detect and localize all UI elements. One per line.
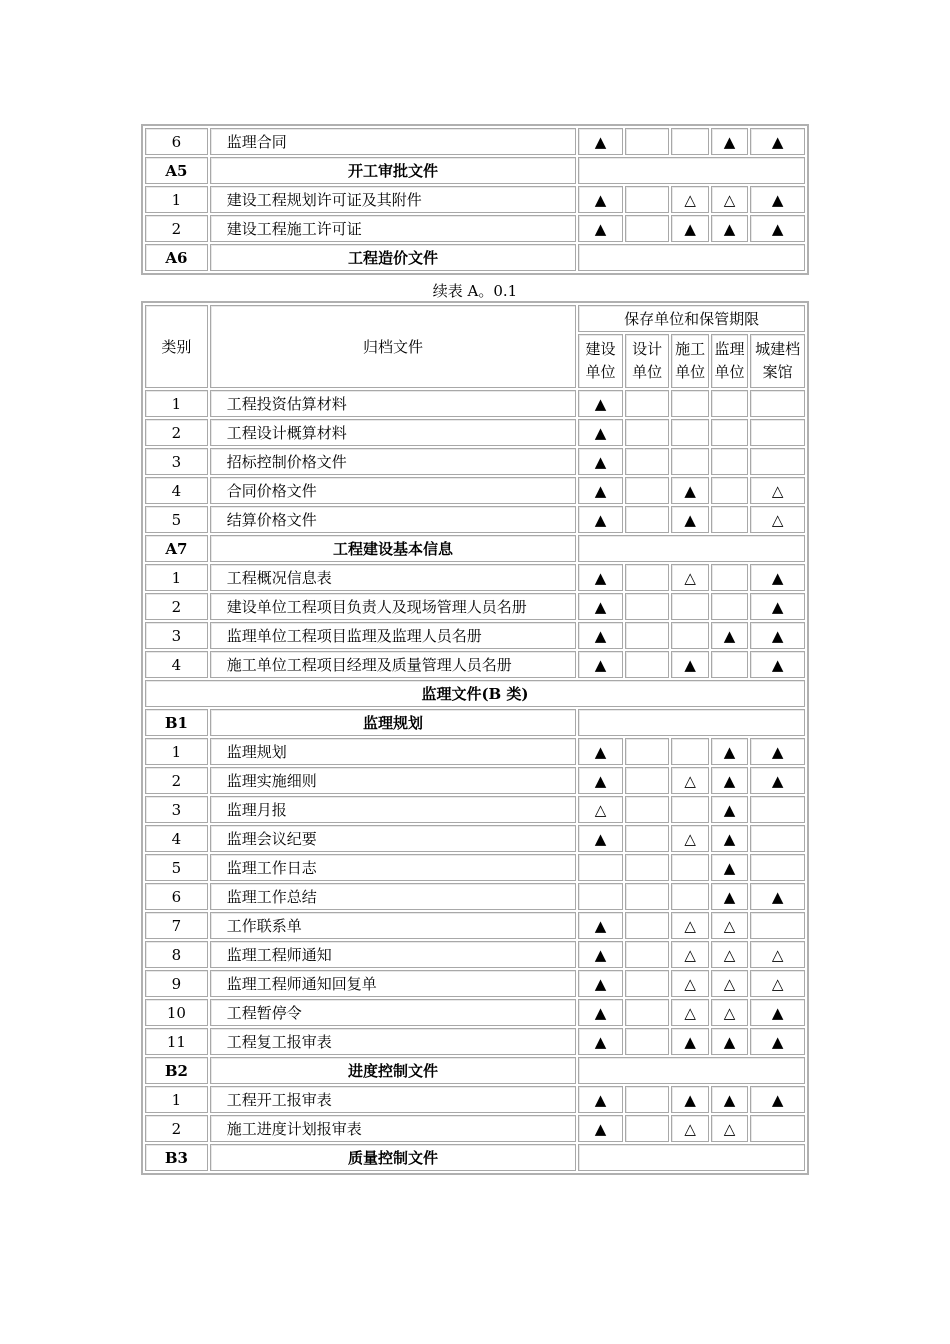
row-number: 1: [145, 1086, 208, 1113]
storage-mark: ▲: [711, 1028, 748, 1055]
storage-mark: △: [671, 186, 708, 213]
row-number: 11: [145, 1028, 208, 1055]
storage-mark: [625, 1086, 670, 1113]
storage-mark: ▲: [578, 999, 623, 1026]
section-title: 质量控制文件: [210, 1144, 577, 1171]
storage-mark: ▲: [711, 796, 748, 823]
storage-mark: [625, 767, 670, 794]
storage-mark: [625, 738, 670, 765]
storage-mark: ▲: [671, 477, 708, 504]
archive-table-top: [141, 124, 809, 275]
storage-mark: ▲: [578, 767, 623, 794]
file-name: 监理工作总结: [210, 883, 577, 910]
storage-mark: [671, 622, 708, 649]
storage-mark: [750, 419, 805, 446]
row-number: 1: [145, 738, 208, 765]
section-row: [145, 1144, 805, 1171]
storage-mark: △: [711, 999, 748, 1026]
section-empty-cell: [578, 535, 805, 562]
storage-mark: [625, 593, 670, 620]
storage-mark: [625, 564, 670, 591]
storage-mark: △: [711, 912, 748, 939]
file-name: 监理工作日志: [210, 854, 577, 881]
row-number: 6: [145, 128, 208, 155]
file-name: 监理规划: [210, 738, 577, 765]
table-row: [145, 1028, 805, 1055]
storage-mark: [711, 477, 748, 504]
table-row: [145, 419, 805, 446]
table-row: [145, 622, 805, 649]
storage-mark: ▲: [750, 215, 805, 242]
storage-mark: [625, 999, 670, 1026]
storage-mark: [671, 128, 708, 155]
storage-mark: ▲: [578, 128, 623, 155]
storage-mark: ▲: [578, 1115, 623, 1142]
storage-mark: [711, 419, 748, 446]
file-name: 监理月报: [210, 796, 577, 823]
section-row: [145, 535, 805, 562]
row-number: 2: [145, 419, 208, 446]
storage-mark: ▲: [578, 477, 623, 504]
table-row: [145, 825, 805, 852]
storage-mark: [625, 186, 670, 213]
header-unit-supervision: 监理单位: [711, 334, 748, 388]
storage-mark: [671, 738, 708, 765]
table-row: [145, 883, 805, 910]
section-title: 工程造价文件: [210, 244, 577, 271]
table-row: [145, 593, 805, 620]
storage-mark: ▲: [750, 651, 805, 678]
table-row: [145, 767, 805, 794]
storage-mark: ▲: [671, 1086, 708, 1113]
storage-mark: △: [671, 1115, 708, 1142]
header-row: [145, 305, 805, 332]
storage-mark: △: [750, 506, 805, 533]
row-number: 1: [145, 186, 208, 213]
storage-mark: [671, 593, 708, 620]
storage-mark: ▲: [711, 738, 748, 765]
table-row: [145, 999, 805, 1026]
storage-mark: ▲: [578, 390, 623, 417]
storage-mark: [625, 128, 670, 155]
file-name: 招标控制价格文件: [210, 448, 577, 475]
header-storage-group: 保存单位和保管期限: [578, 305, 805, 332]
table-row: [145, 448, 805, 475]
row-number: 5: [145, 854, 208, 881]
file-name: 建设工程规划许可证及其附件: [210, 186, 577, 213]
archive-table-main: [141, 301, 809, 1175]
storage-mark: △: [671, 941, 708, 968]
table-row: [145, 912, 805, 939]
storage-mark: [750, 390, 805, 417]
file-name: 施工单位工程项目经理及质量管理人员名册: [210, 651, 577, 678]
section-empty-cell: [578, 1057, 805, 1084]
section-row: [145, 244, 805, 271]
storage-mark: ▲: [578, 912, 623, 939]
row-number: 3: [145, 448, 208, 475]
table-row: [145, 941, 805, 968]
storage-mark: △: [671, 564, 708, 591]
section-empty-cell: [578, 1144, 805, 1171]
storage-mark: ▲: [750, 1028, 805, 1055]
storage-mark: [671, 390, 708, 417]
storage-mark: ▲: [578, 419, 623, 446]
file-name: 工程暂停令: [210, 999, 577, 1026]
table-row: [145, 390, 805, 417]
storage-mark: ▲: [578, 825, 623, 852]
section-empty-cell: [578, 157, 805, 184]
storage-mark: [625, 477, 670, 504]
storage-mark: [750, 912, 805, 939]
storage-mark: [625, 506, 670, 533]
storage-mark: [671, 854, 708, 881]
row-number: 8: [145, 941, 208, 968]
file-name: 工程概况信息表: [210, 564, 577, 591]
storage-mark: [711, 593, 748, 620]
storage-mark: ▲: [711, 1086, 748, 1113]
storage-mark: ▲: [711, 128, 748, 155]
table-row: [145, 215, 805, 242]
storage-mark: ▲: [578, 506, 623, 533]
file-name: 合同价格文件: [210, 477, 577, 504]
section-code: B2: [145, 1057, 208, 1084]
table-row: [145, 186, 805, 213]
storage-mark: ▲: [750, 564, 805, 591]
storage-mark: ▲: [750, 186, 805, 213]
storage-mark: [625, 912, 670, 939]
storage-mark: [750, 1115, 805, 1142]
storage-mark: ▲: [578, 622, 623, 649]
storage-mark: [625, 825, 670, 852]
storage-mark: ▲: [578, 738, 623, 765]
header-unit-contractor: 施工单位: [671, 334, 708, 388]
file-name: 工程投资估算材料: [210, 390, 577, 417]
storage-mark: △: [671, 970, 708, 997]
storage-mark: ▲: [711, 825, 748, 852]
table-row: [145, 854, 805, 881]
row-number: 4: [145, 825, 208, 852]
file-name: 工程开工报审表: [210, 1086, 577, 1113]
table-caption: 续表 A。0.1: [432, 282, 518, 300]
storage-mark: [625, 419, 670, 446]
row-number: 3: [145, 796, 208, 823]
table-row: [145, 738, 805, 765]
storage-mark: [625, 941, 670, 968]
file-name: 工程复工报审表: [210, 1028, 577, 1055]
table-row: [145, 651, 805, 678]
row-number: 5: [145, 506, 208, 533]
file-name: 建设单位工程项目负责人及现场管理人员名册: [210, 593, 577, 620]
row-number: 9: [145, 970, 208, 997]
row-number: 4: [145, 651, 208, 678]
storage-mark: △: [711, 970, 748, 997]
storage-mark: △: [711, 941, 748, 968]
file-name: 监理工程师通知: [210, 941, 577, 968]
storage-mark: ▲: [750, 622, 805, 649]
storage-mark: [625, 883, 670, 910]
storage-mark: [750, 448, 805, 475]
file-name: 监理会议纪要: [210, 825, 577, 852]
file-name: 工程设计概算材料: [210, 419, 577, 446]
table-row: [145, 564, 805, 591]
file-name: 监理工程师通知回复单: [210, 970, 577, 997]
storage-mark: ▲: [671, 1028, 708, 1055]
table-row: [145, 970, 805, 997]
storage-mark: ▲: [711, 767, 748, 794]
storage-mark: △: [711, 1115, 748, 1142]
storage-mark: △: [671, 912, 708, 939]
storage-mark: ▲: [750, 593, 805, 620]
storage-mark: ▲: [578, 186, 623, 213]
storage-mark: ▲: [671, 651, 708, 678]
file-name: 施工进度计划报审表: [210, 1115, 577, 1142]
storage-mark: [625, 1028, 670, 1055]
file-name: 结算价格文件: [210, 506, 577, 533]
row-number: 3: [145, 622, 208, 649]
storage-mark: [625, 970, 670, 997]
storage-mark: [578, 854, 623, 881]
row-number: 6: [145, 883, 208, 910]
row-number: 2: [145, 1115, 208, 1142]
row-number: 10: [145, 999, 208, 1026]
storage-mark: ▲: [578, 970, 623, 997]
row-number: 2: [145, 593, 208, 620]
section-row: [145, 1057, 805, 1084]
file-name: 监理合同: [210, 128, 577, 155]
header-unit-design: 设计单位: [625, 334, 670, 388]
storage-mark: ▲: [750, 1086, 805, 1113]
storage-mark: ▲: [750, 999, 805, 1026]
storage-mark: ▲: [711, 854, 748, 881]
section-row: [145, 709, 805, 736]
storage-mark: [578, 883, 623, 910]
storage-mark: [625, 622, 670, 649]
row-number: 1: [145, 564, 208, 591]
row-number: 7: [145, 912, 208, 939]
section-code: A6: [145, 244, 208, 271]
storage-mark: ▲: [750, 883, 805, 910]
table-row: [145, 796, 805, 823]
storage-mark: [625, 796, 670, 823]
storage-mark: [625, 448, 670, 475]
section-code: A7: [145, 535, 208, 562]
storage-mark: [711, 564, 748, 591]
storage-mark: [750, 825, 805, 852]
storage-mark: ▲: [578, 448, 623, 475]
storage-mark: △: [671, 767, 708, 794]
file-name: 工作联系单: [210, 912, 577, 939]
storage-mark: [625, 1115, 670, 1142]
section-code: B1: [145, 709, 208, 736]
storage-mark: [671, 448, 708, 475]
storage-mark: △: [750, 477, 805, 504]
storage-mark: △: [750, 941, 805, 968]
storage-mark: △: [671, 999, 708, 1026]
table-row: [145, 1086, 805, 1113]
storage-mark: ▲: [578, 941, 623, 968]
storage-mark: ▲: [578, 1028, 623, 1055]
file-name: 监理单位工程项目监理及监理人员名册: [210, 622, 577, 649]
storage-mark: [750, 796, 805, 823]
storage-mark: [711, 651, 748, 678]
storage-mark: [750, 854, 805, 881]
row-number: 2: [145, 215, 208, 242]
storage-mark: [625, 390, 670, 417]
storage-mark: ▲: [750, 738, 805, 765]
file-name: 监理实施细则: [210, 767, 577, 794]
storage-mark: [711, 390, 748, 417]
storage-mark: ▲: [578, 215, 623, 242]
storage-mark: ▲: [671, 215, 708, 242]
storage-mark: ▲: [711, 883, 748, 910]
storage-mark: [711, 506, 748, 533]
table-row: [145, 506, 805, 533]
storage-mark: [671, 419, 708, 446]
row-number: 4: [145, 477, 208, 504]
section-row: [145, 157, 805, 184]
storage-mark: △: [578, 796, 623, 823]
header-file: 归档文件: [210, 305, 577, 388]
section-title: 开工审批文件: [210, 157, 577, 184]
group-row: [145, 680, 805, 707]
storage-mark: △: [750, 970, 805, 997]
row-number: 2: [145, 767, 208, 794]
storage-mark: ▲: [578, 1086, 623, 1113]
storage-mark: ▲: [578, 651, 623, 678]
section-title: 工程建设基本信息: [210, 535, 577, 562]
storage-mark: △: [671, 825, 708, 852]
section-code: B3: [145, 1144, 208, 1171]
header-unit-archive: 城建档案馆: [750, 334, 805, 388]
storage-mark: [711, 448, 748, 475]
section-empty-cell: [578, 709, 805, 736]
storage-mark: △: [711, 186, 748, 213]
storage-mark: [625, 215, 670, 242]
header-category: 类别: [145, 305, 208, 388]
storage-mark: [671, 796, 708, 823]
section-empty-cell: [578, 244, 805, 271]
storage-mark: [625, 651, 670, 678]
section-code: A5: [145, 157, 208, 184]
section-title: 进度控制文件: [210, 1057, 577, 1084]
storage-mark: [671, 883, 708, 910]
group-title: 监理文件(B 类): [145, 680, 805, 707]
table-row: [145, 1115, 805, 1142]
storage-mark: ▲: [578, 593, 623, 620]
table-row: [145, 128, 805, 155]
storage-mark: ▲: [750, 767, 805, 794]
header-unit-construction: 建设单位: [578, 334, 623, 388]
storage-mark: ▲: [750, 128, 805, 155]
storage-mark: ▲: [711, 215, 748, 242]
storage-mark: [625, 854, 670, 881]
storage-mark: ▲: [671, 506, 708, 533]
row-number: 1: [145, 390, 208, 417]
section-title: 监理规划: [210, 709, 577, 736]
file-name: 建设工程施工许可证: [210, 215, 577, 242]
storage-mark: ▲: [711, 622, 748, 649]
table-row: [145, 477, 805, 504]
storage-mark: ▲: [578, 564, 623, 591]
